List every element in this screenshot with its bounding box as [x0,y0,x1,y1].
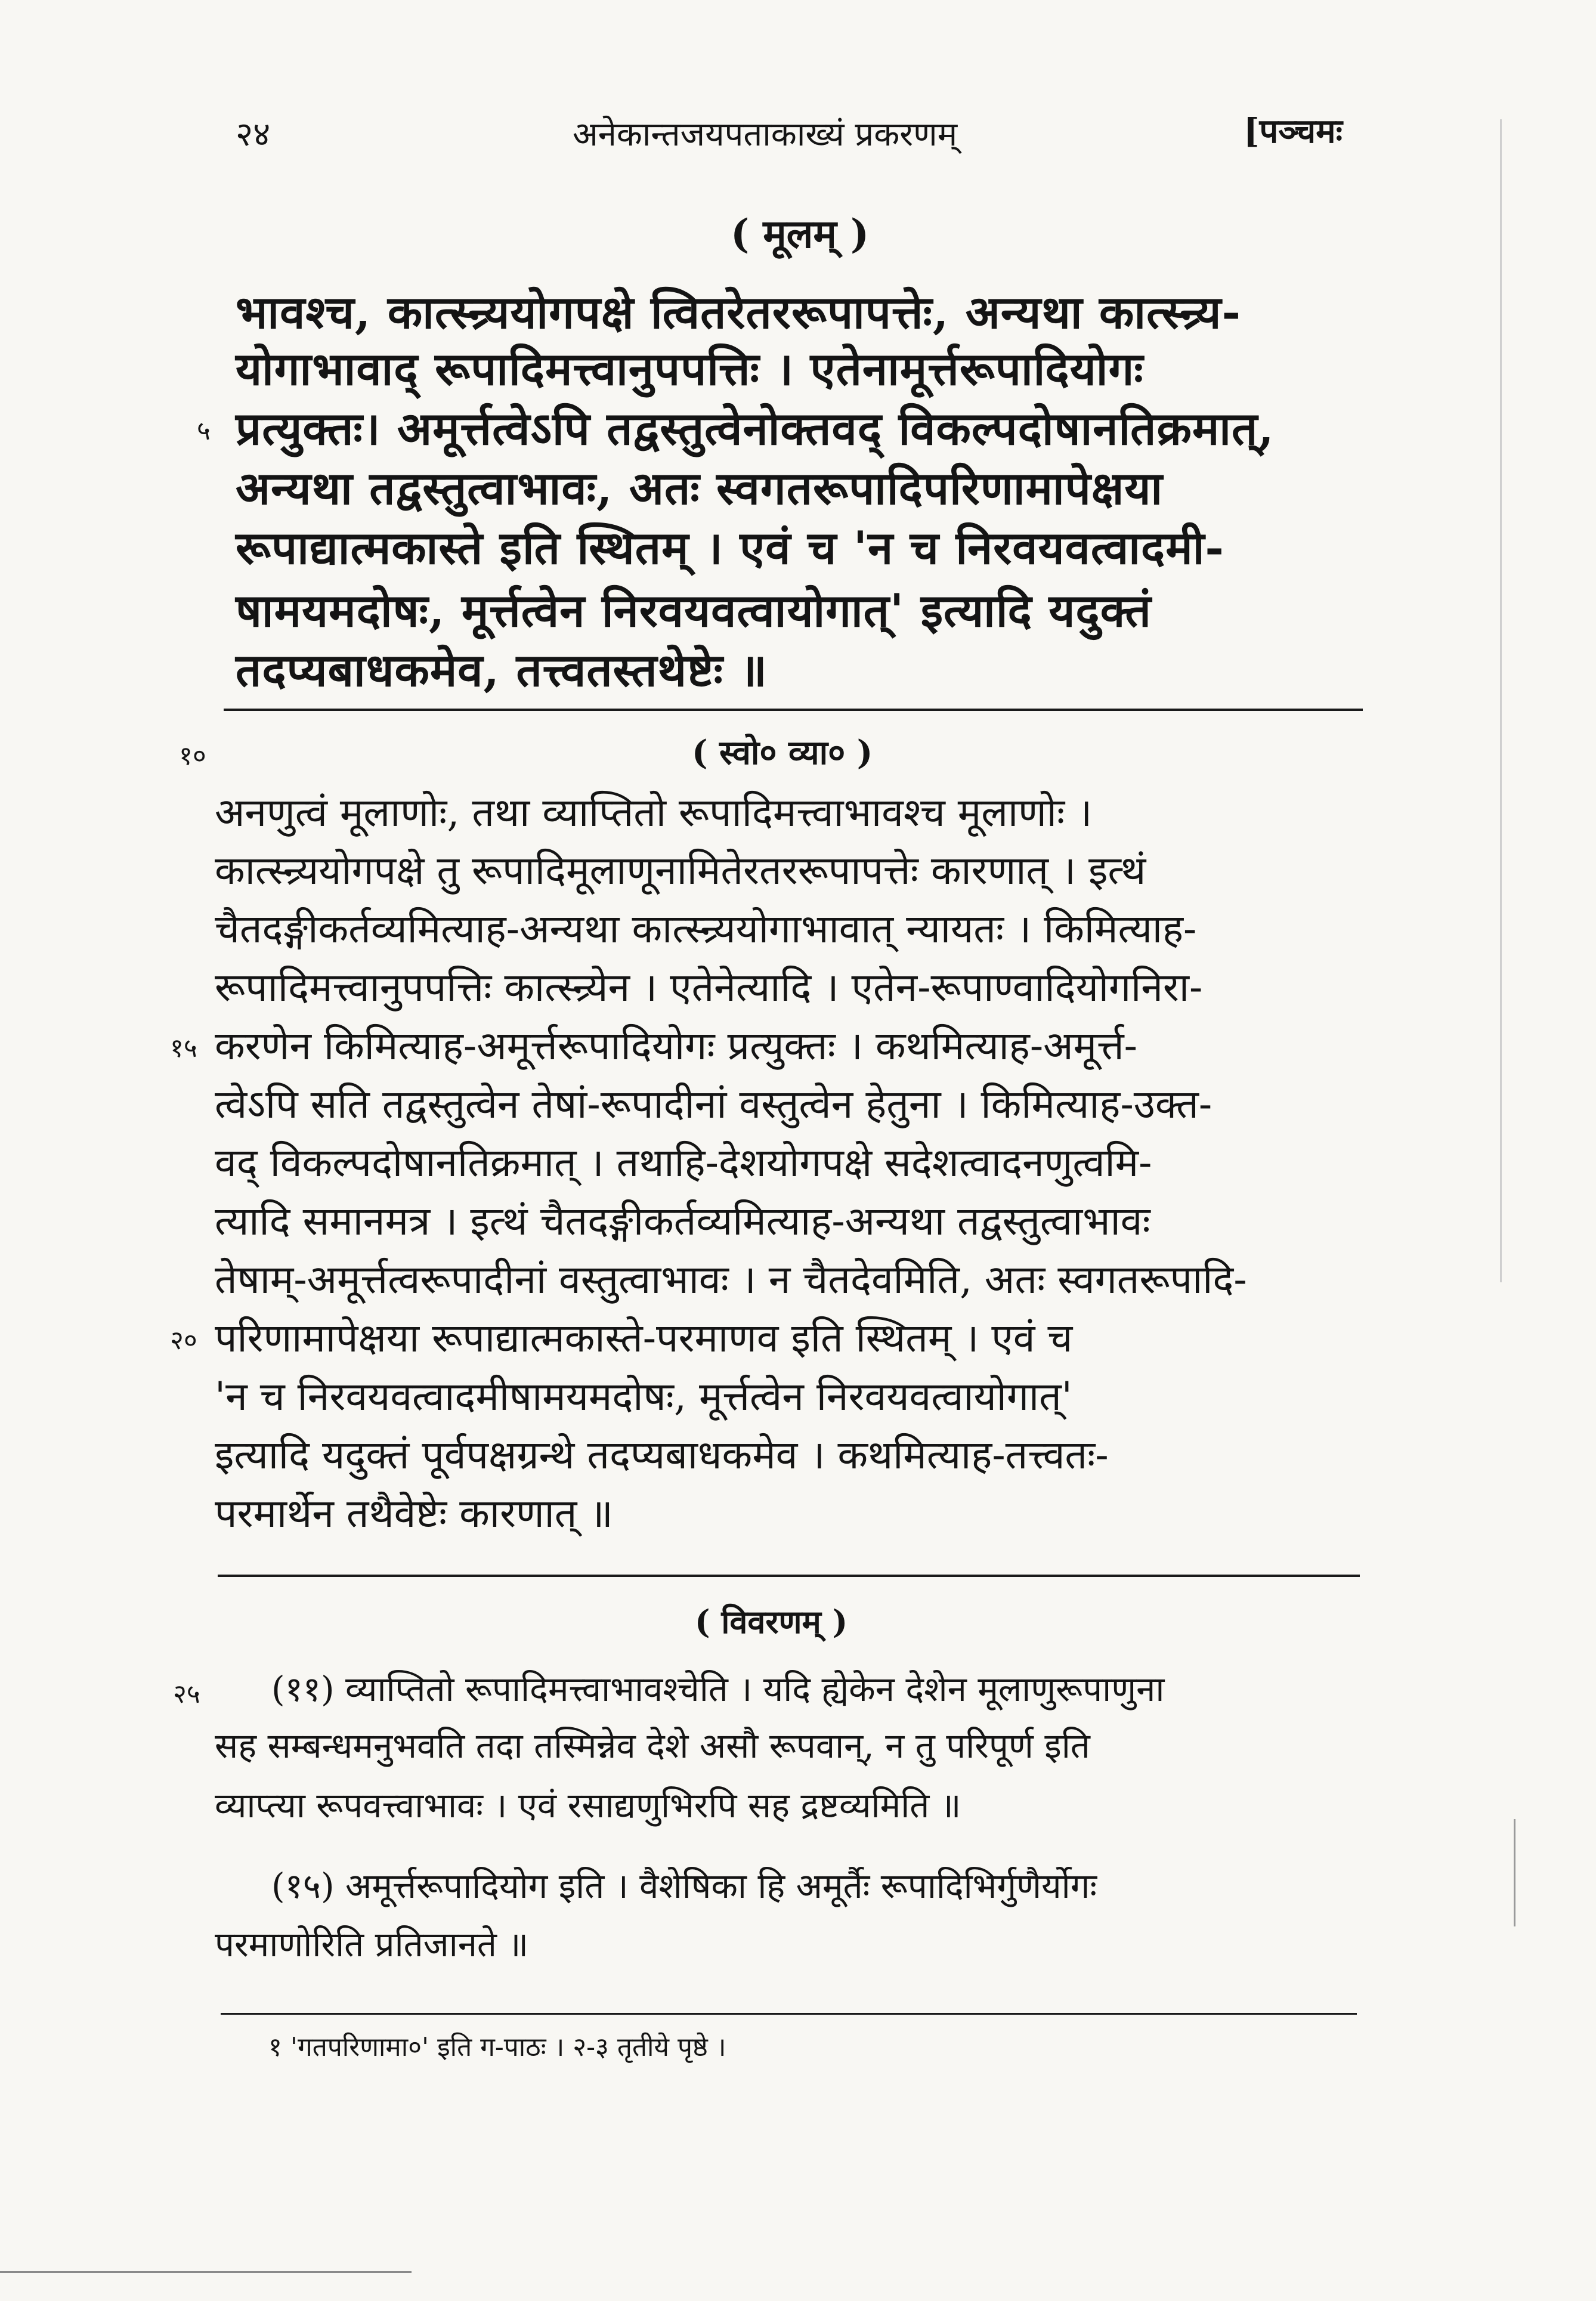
vivarana-line: परमाणोरिति प्रतिजानते ॥ [215,1924,529,1965]
line-number: १० [179,741,206,771]
mula-heading: ( मूलम् ) [731,211,870,257]
vivarana-line: सह सम्बन्धमनुभवति तदा तस्मिन्नेव देशे असौ रूपवान्, न तु परिपूर्ण इति [215,1725,1090,1766]
vyakhya-line: तेषाम्-अमूर्त्तत्वरूपादीनां वस्तुत्वाभावः । न चैतदेवमिति, अतः स्वगतरूपादि- [215,1257,1247,1303]
vyakhya-line: अनणुत्वं मूलाणोः, तथा व्याप्तितो रूपादिमत्त्वाभावश्च मूलाणोः । [215,790,1093,836]
mula-line: योगाभावाद् रूपादिमत्त्वानुपपत्तिः । एतेनामूर्त्तरूपादियोगः [236,342,1144,395]
vyakhya-line: त्वेऽपि सति तद्वस्तुत्वेन तेषां-रूपादीनां वस्तुत्वेन हेतुना । किमित्याह-उक्त- [215,1081,1213,1127]
scan-edge-artifact [1514,1819,1515,1926]
vyakhya-line: रूपादिमत्त्वानुपपत्तिः कात्स्न्र्येन । एतेनेत्यादि । एतेन-रूपाण्वादियोगनिरा- [215,964,1203,1010]
vivarana-heading: ( विवरणम् ) [695,1603,848,1641]
footnote: १ 'गतपरिणामा०' इति ग-पाठः । २-३ तृतीये पृष्ठे । [268,2032,726,2062]
page-number: २४ [236,115,271,154]
line-number: २५ [173,1679,200,1709]
vyakhya-line: परिणामापेक्षया रूपाद्यात्मकास्ते-परमाणव इति स्थितम् । एवं च [215,1315,1073,1361]
vivarana-line: व्याप्त्या रूपवत्त्वाभावः । एवं रसाद्यणुभिरपि सह द्रष्टव्यमिति ॥ [215,1785,961,1826]
vyakhya-line: वद् विकल्पदोषानतिक्रमात् । तथाहि-देशयोगपक्षे सदेशत्वादनणुत्वमि- [215,1140,1152,1186]
line-number: १५ [170,1033,197,1063]
vyakhya-line: चैतदङ्गीकर्तव्यमित्याह-अन्यथा कात्स्न्र्ययोगाभावात् न्यायतः । किमित्याह- [215,906,1197,952]
mula-line: प्रत्युक्तः। अमूर्त्तत्वेऽपि तद्वस्तुत्वेनोक्तवद् विकल्पदोषानतिक्रमात्, [236,402,1275,455]
mula-line: अन्यथा तद्वस्तुत्वाभावः, अतः स्वगतरूपादिपरिणामापेक्षया [236,462,1164,515]
line-number: ५ [197,416,211,446]
vyakhya-line: त्यादि समानमत्र । इत्थं चैतदङ्गीकर्तव्यमित्याह-अन्यथा तद्वस्तुत्वाभावः [215,1198,1150,1244]
vyakhya-line: 'न च निरवयवत्वादमीषामयमदोषः, मूर्त्तत्वेन निरवयवत्वायोगात्' [215,1374,1072,1419]
section-divider [218,1575,1360,1577]
scan-edge-artifact [1500,119,1502,1282]
vivarana-line: (१५) अमूर्त्तरूपादियोग इति । वैशेषिका हि अमूर्तैः रूपादिभिर्गुणैर्योगः [271,1866,1097,1906]
mula-line: षामयमदोषः, मूर्त्तत्वेन निरवयवत्वायोगात्' इत्यादि यदुक्तं [236,584,1152,637]
scan-edge-artifact [0,2271,412,2273]
vyakhya-line: करणेन किमित्याह-अमूर्त्तरूपादियोगः प्रत्युक्तः । कथमित्याह-अमूर्त्त- [215,1023,1137,1069]
section-label: [पञ्चमः [1244,112,1343,151]
section-divider [224,709,1363,711]
running-title: अनेकान्तजयपताकाख्यं प्रकरणम् [573,115,958,154]
vyakhya-line: परमार्थेन तथैवेष्टेः कारणात् ॥ [215,1490,613,1536]
vyakhya-line: कात्स्न्र्ययोगपक्षे तु रूपादिमूलाणूनामितेरतररूपापत्तेः कारणात् । इत्थं [215,848,1146,893]
vyakhya-heading: ( स्वो० व्या० ) [692,733,873,772]
vivarana-line: (११) व्याप्तितो रूपादिमत्त्वाभावश्चेति । यदि ह्येकेन देशेन मूलाणुरूपाणुना [271,1669,1165,1709]
line-number: २० [170,1325,197,1356]
footnote-divider [221,2013,1357,2015]
mula-line: तदप्यबाधकमेव, तत्त्वतस्तथेष्टेः ॥ [236,644,768,697]
mula-line: रूपाद्यात्मकास्ते इति स्थितम् । एवं च 'न च निरवयवत्वादमी- [236,521,1224,574]
mula-line: भावश्च, कात्स्न्र्ययोगपक्षे त्वितरेतररूपापत्तेः, अन्यथा कात्स्न्र्य- [236,286,1242,339]
vyakhya-line: इत्यादि यदुक्तं पूर्वपक्षग्रन्थे तदप्यबाधकमेव । कथमित्याह-तत्त्वतः- [215,1432,1109,1478]
